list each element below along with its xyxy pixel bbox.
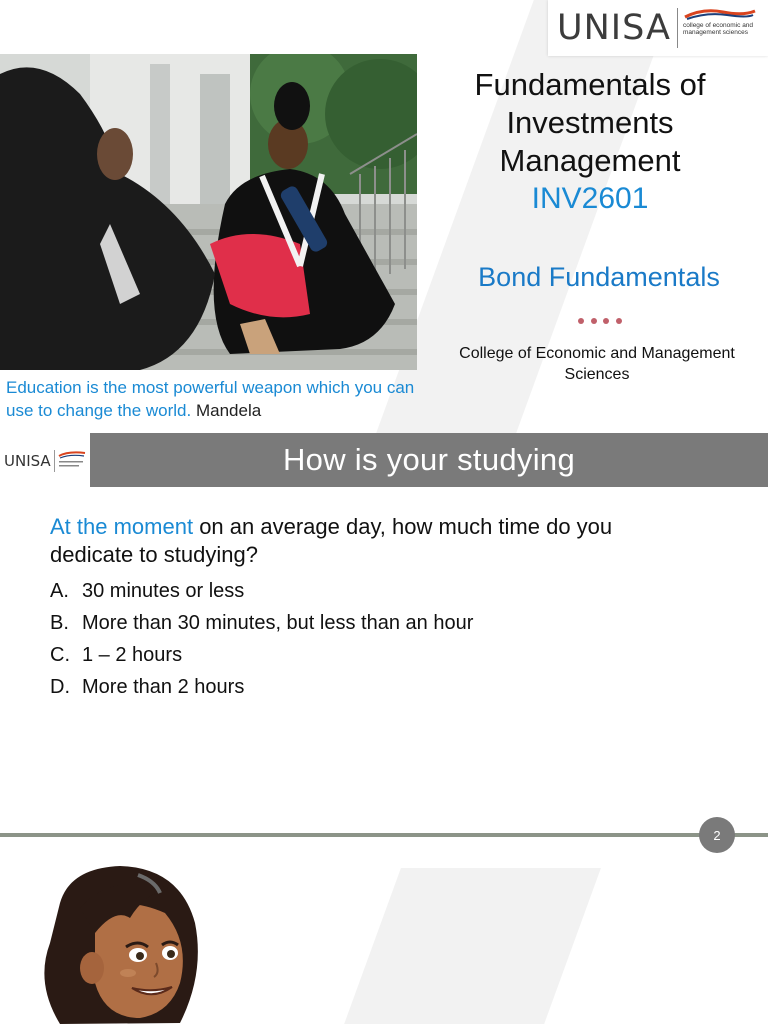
option-a bbox=[50, 575, 473, 607]
logo-wordmark: UNISA bbox=[557, 8, 671, 48]
option-text: More than 2 hours bbox=[82, 676, 245, 698]
course-code: INV2601 bbox=[531, 182, 649, 215]
graduate-image bbox=[0, 54, 417, 370]
decorative-dots bbox=[578, 318, 622, 326]
question-highlight: At the moment bbox=[50, 514, 194, 539]
slide-title: How is your studying bbox=[282, 442, 575, 477]
option-b bbox=[50, 607, 473, 639]
answer-options bbox=[50, 575, 473, 703]
cartoon-girl-icon bbox=[20, 863, 220, 1024]
lecture-subtitle: Bond Fundamentals bbox=[478, 262, 720, 292]
title-slide bbox=[0, 0, 768, 433]
option-letter: A. bbox=[50, 580, 69, 602]
logo-swoosh-small-icon bbox=[58, 450, 86, 472]
option-d bbox=[50, 671, 473, 703]
option-letter: D. bbox=[50, 676, 70, 698]
option-text: 30 minutes or less bbox=[82, 580, 245, 602]
logo-tagline: college of economic and management sciences bbox=[682, 22, 754, 36]
option-letter: C. bbox=[50, 644, 70, 666]
unisa-logo bbox=[548, 0, 768, 56]
page-number-badge: 2 bbox=[699, 817, 735, 853]
course-title-block bbox=[440, 66, 740, 218]
logo-divider bbox=[677, 8, 678, 48]
logo-emblem bbox=[683, 6, 757, 50]
mandela-quote bbox=[6, 376, 416, 422]
option-text: 1 – 2 hours bbox=[82, 644, 183, 666]
unisa-logo-small bbox=[0, 441, 90, 481]
logo-wordmark-small: UNISA bbox=[4, 452, 51, 470]
course-title-line-2: Investments bbox=[506, 105, 674, 140]
footer-rule bbox=[0, 833, 768, 837]
logo-swoosh-icon bbox=[683, 8, 757, 20]
quote-author: Mandela bbox=[195, 401, 262, 420]
course-title-line-1: Fundamentals of bbox=[474, 67, 706, 102]
option-c bbox=[50, 639, 473, 671]
logo-divider-small bbox=[54, 450, 55, 472]
background-brush-stroke bbox=[339, 868, 601, 1024]
course-title-line-3: Management bbox=[499, 143, 681, 178]
slide-header-bar bbox=[90, 433, 768, 487]
option-text: More than 30 minutes, but less than an hour bbox=[82, 612, 474, 634]
next-slide-partial bbox=[0, 863, 768, 1024]
poll-question bbox=[50, 513, 690, 569]
graduation-photo bbox=[0, 54, 417, 370]
question-text: on an average day, how much time do you dedicate to studying? bbox=[50, 514, 613, 567]
quote-text: Education is the most powerful weapon which you can use to change the world. bbox=[6, 378, 415, 420]
option-letter: B. bbox=[50, 612, 69, 634]
poll-slide bbox=[0, 433, 768, 863]
college-name: College of Economic and Management Sciences bbox=[459, 345, 735, 383]
